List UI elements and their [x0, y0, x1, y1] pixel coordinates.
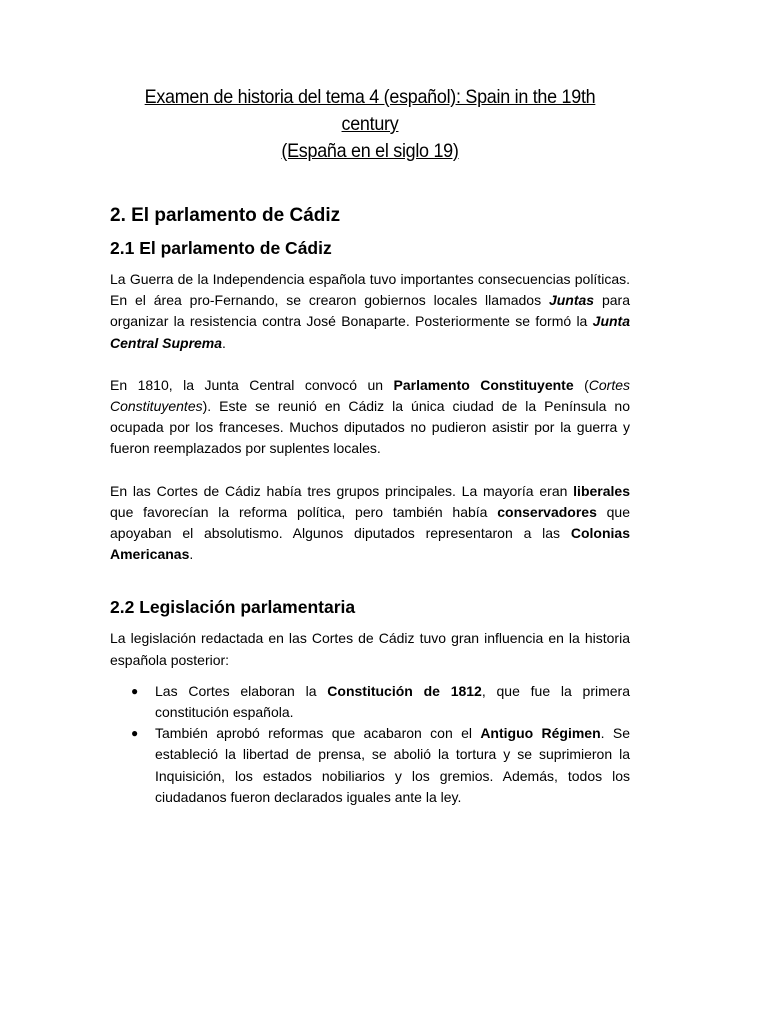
text: que favorecían la reforma política, pero también había — [110, 503, 498, 520]
text: También aprobó reformas que acabaron con el — [155, 725, 481, 742]
term-constitucion: Constitución de 1812 — [327, 682, 482, 699]
text: ( — [573, 376, 589, 393]
subsection-heading-2-1: 2.1 El parlamento de Cádiz — [110, 238, 332, 258]
term-junta-central: Junta Central Suprema — [110, 313, 630, 351]
text: . Se estableció la libertad de prensa, se abolió la tortura y se suprimieron la Inquisición, los estados nobiliarios y los gremios. Además, todos los ciudadanos fueron declarados iguales ante la ley. — [155, 725, 631, 805]
term-colonias: Colonias Americanas — [110, 525, 630, 563]
text: ). Este se reunió en Cádiz la única ciudad de la Península no ocupada por los franceses. Muchos diputados no pudieron asistir por la guerra y fueron reemplazados por suplentes locales. — [110, 398, 630, 457]
text: , que fue la primera constitución española. — [155, 682, 630, 721]
term-conservadores: conservadores — [497, 503, 597, 520]
paragraph-legislacion-intro: La legislación redactada en las Cortes de Cádiz tuvo gran influencia en la historia española posterior: — [110, 630, 630, 668]
title-line-2: (España en el siglo 19) — [281, 140, 459, 162]
list-item — [131, 723, 631, 808]
text: para organizar la resistencia contra José Bonaparte. Posteriormente se formó la — [110, 292, 630, 330]
term-liberales: liberales — [573, 482, 630, 499]
list-item — [131, 681, 630, 723]
document-title — [131, 84, 609, 165]
text: En 1810, la Junta Central convocó un — [110, 376, 394, 393]
paragraph-parlamento — [110, 375, 630, 460]
term-juntas: Juntas — [548, 292, 595, 309]
text: que apoyaban el absolutismo. Algunos diputados representaron a las — [110, 503, 631, 542]
subsection-heading-2-2: 2.2 Legislación parlamentaria — [110, 597, 356, 618]
paragraph-grupos — [110, 481, 630, 566]
bullet-list — [110, 681, 630, 808]
section-heading: 2. El parlamento de Cádiz — [110, 205, 341, 226]
title-line-1: Examen de historia del tema 4 (español): Spain in the 19th century — [144, 86, 596, 135]
paragraph-juntas — [110, 269, 630, 354]
bullet-icon: ● — [131, 683, 139, 698]
term-antiguo-regimen: Antiguo Régimen — [480, 725, 601, 742]
text: La Guerra de la Independencia española tuvo importantes consecuencias políticas. En el área pro-Fernando, se crearon gobiernos locales llamados — [110, 271, 630, 309]
term-parlamento: Parlamento Constituyente — [393, 376, 574, 393]
text: En las Cortes de Cádiz había tres grupos principales. La mayoría eran — [110, 482, 574, 499]
bullet-icon: ● — [131, 726, 139, 741]
document-page — [110, 84, 630, 808]
term-cortes: Cortes Constituyentes — [110, 376, 630, 415]
text: . — [189, 546, 194, 563]
text: . — [222, 334, 226, 351]
text: Las Cortes elaboran la — [155, 682, 328, 699]
